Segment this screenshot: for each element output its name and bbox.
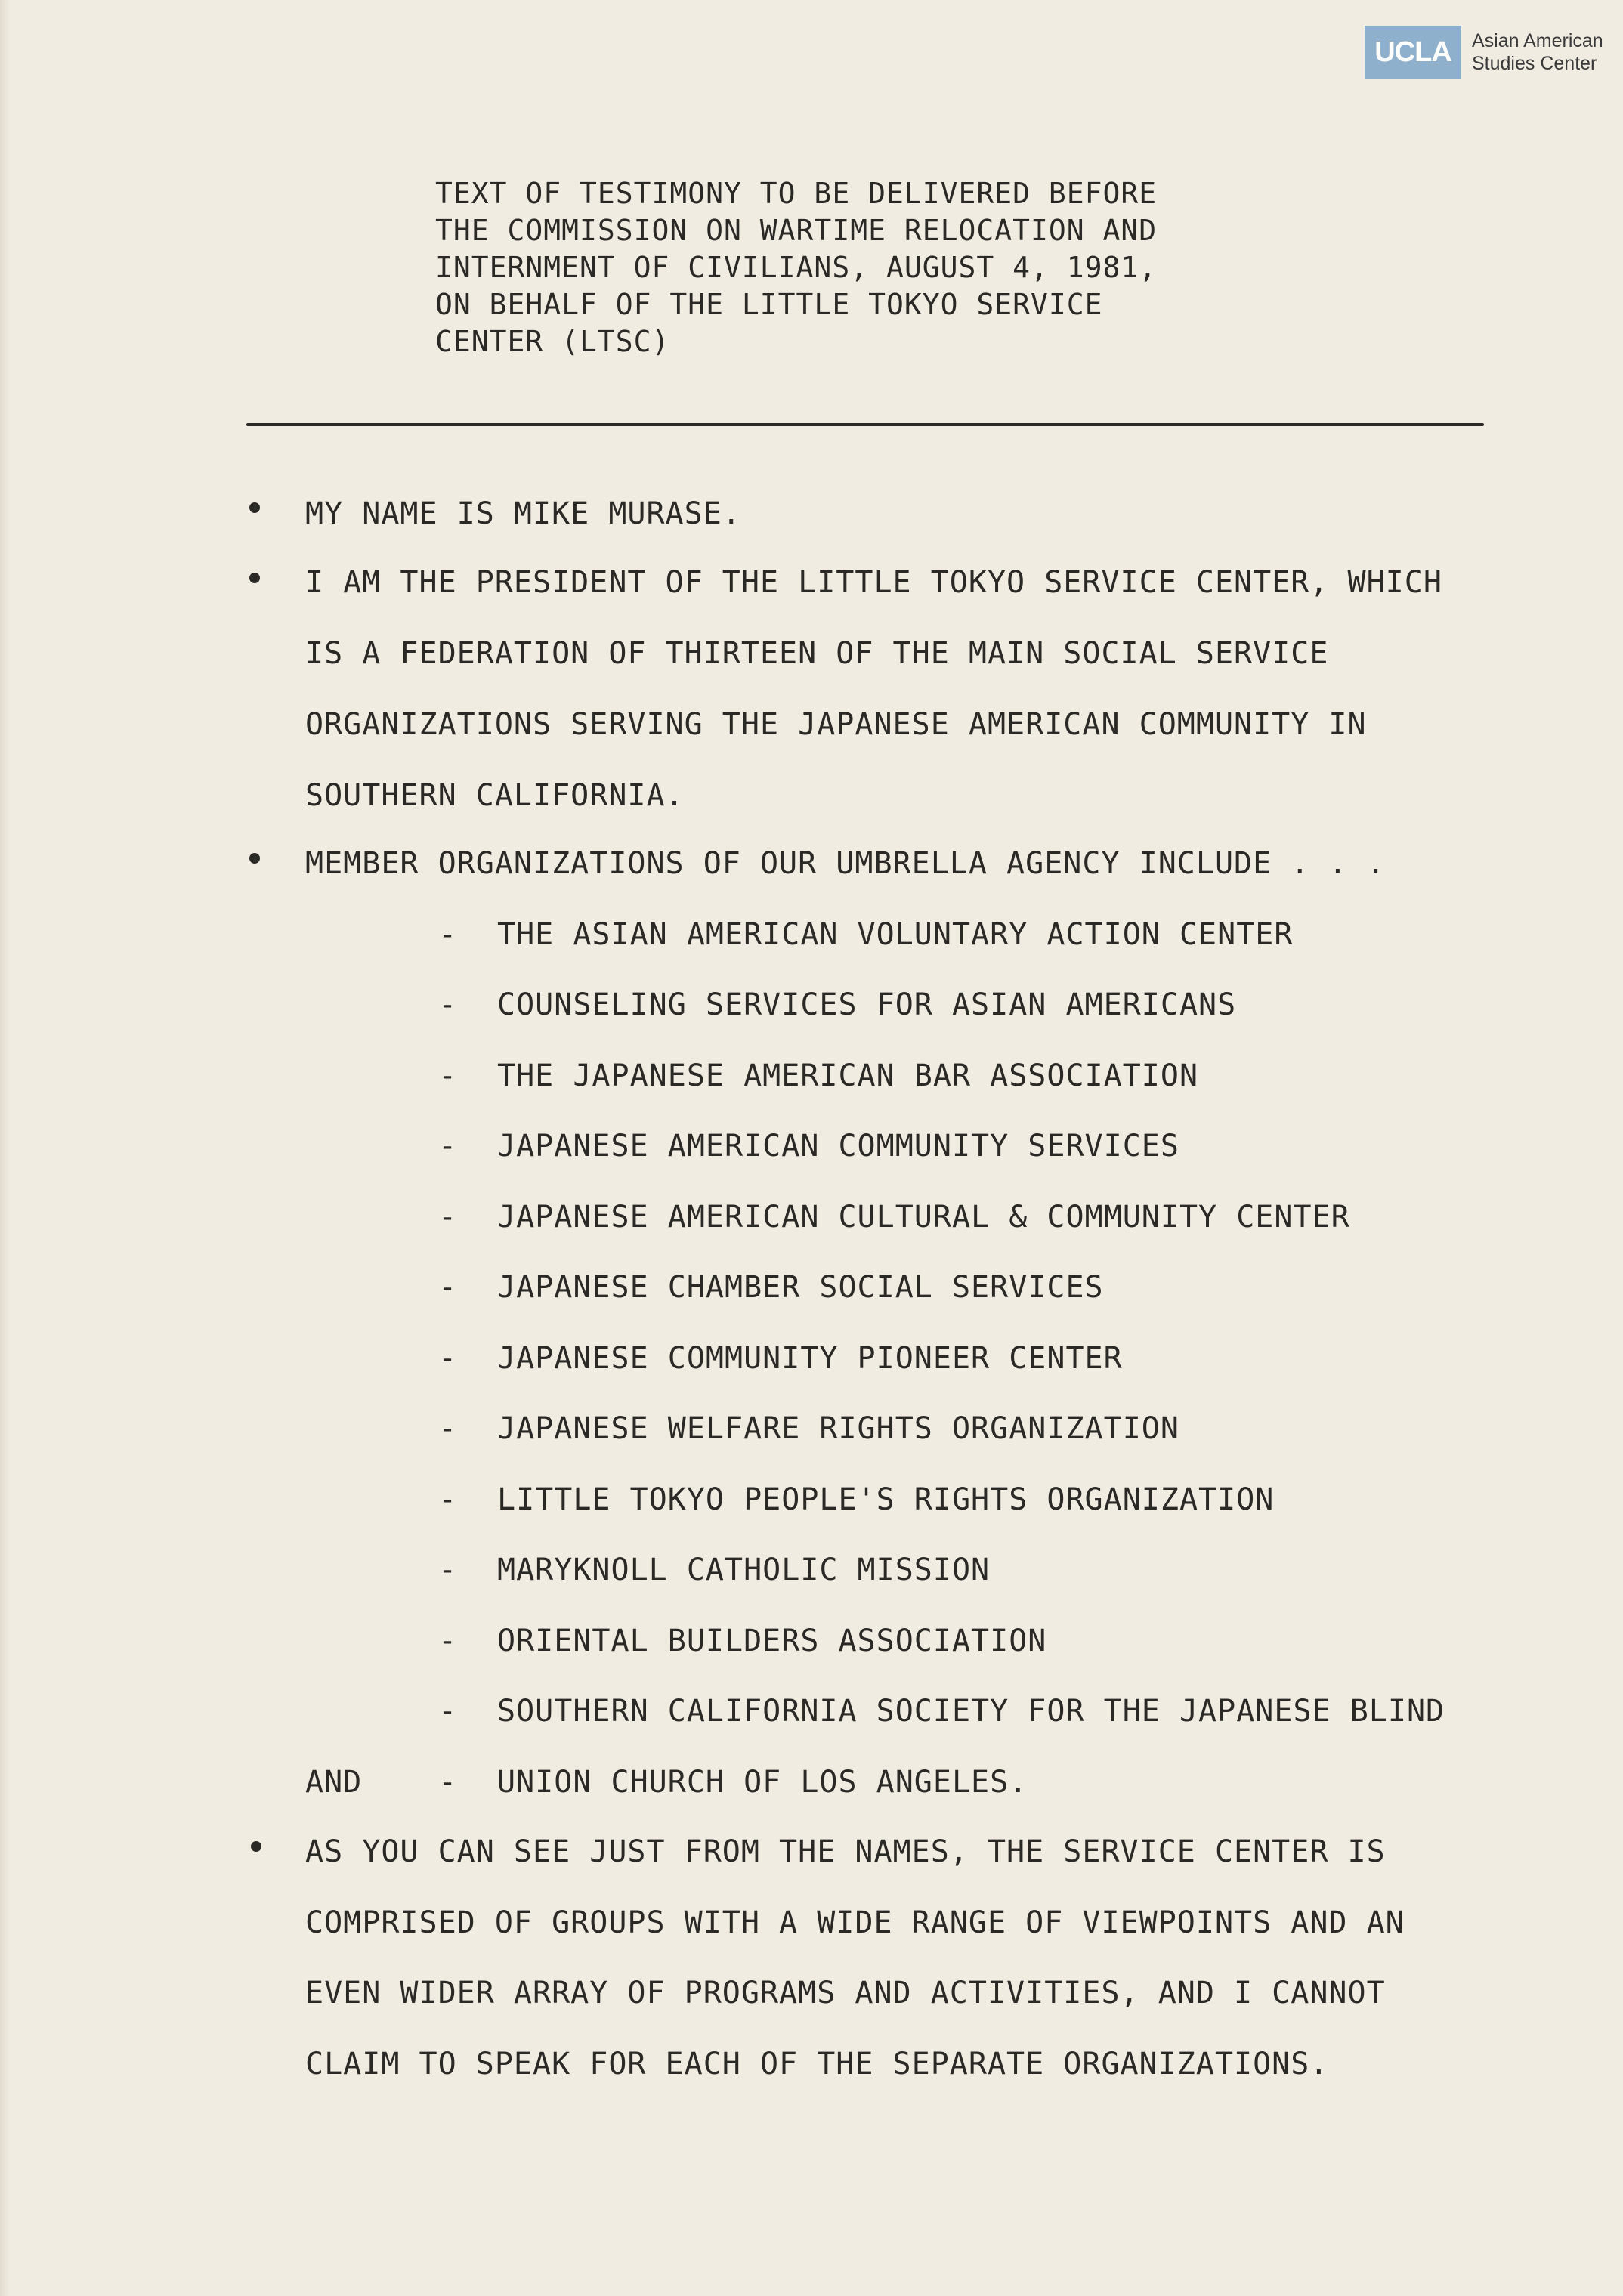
title-line: TEXT OF TESTIMONY TO BE DELIVERED BEFORE [435,177,1158,210]
document-title [435,175,1266,360]
paper-edge [0,0,11,2296]
list-item-text: JAPANESE WELFARE RIGHTS ORGANIZATION [497,1411,1179,1446]
list-dash: - [438,1058,458,1093]
list-item-text: JAPANESE AMERICAN CULTURAL & COMMUNITY CENTER [497,1200,1350,1235]
list-dash: - [438,1270,458,1305]
paragraph-line: COMPRISED OF GROUPS WITH A WIDE RANGE OF VIEWPOINTS AND AN [305,1905,1405,1940]
title-line: ON BEHALF OF THE LITTLE TOKYO SERVICE [435,288,1103,321]
list-item-text: JAPANESE CHAMBER SOCIAL SERVICES [497,1270,1104,1305]
paragraph-line: AS YOU CAN SEE JUST FROM THE NAMES, THE SERVICE CENTER IS [305,1834,1386,1869]
ucla-logo [1365,26,1603,79]
list-dash: - [438,1341,458,1376]
list-item-text: COUNSELING SERVICES FOR ASIAN AMERICANS [497,987,1237,1022]
bullet-icon [249,573,260,583]
bullet-icon [251,1841,261,1852]
list-item-text: SOUTHERN CALIFORNIA SOCIETY FOR THE JAPANESE BLIND [497,1694,1445,1729]
list-item-text: JAPANESE AMERICAN COMMUNITY SERVICES [497,1129,1179,1163]
list-item-text: UNION CHURCH OF LOS ANGELES. [497,1765,1028,1800]
horizontal-rule [246,423,1484,426]
paragraph-line: ORGANIZATIONS SERVING THE JAPANESE AMERICAN COMMUNITY IN [305,707,1367,742]
list-dash: - [438,1553,458,1587]
list-item-text: LITTLE TOKYO PEOPLE'S RIGHTS ORGANIZATION [497,1482,1275,1517]
list-dash: - [438,1482,458,1517]
list-dash: - [438,1411,458,1446]
paragraph-line: CLAIM TO SPEAK FOR EACH OF THE SEPARATE ORGANIZATIONS. [305,2047,1329,2081]
list-dash: - [438,1624,458,1658]
paragraph-line: I AM THE PRESIDENT OF THE LITTLE TOKYO SERVICE CENTER, WHICH [305,565,1442,600]
list-dash: - [438,1765,458,1800]
list-item-text: MARYKNOLL CATHOLIC MISSION [497,1553,991,1587]
and-label: AND [305,1765,363,1800]
bullet-icon [249,853,260,864]
paragraph-line: MY NAME IS MIKE MURASE. [305,496,741,531]
list-dash: - [438,1129,458,1163]
title-line: INTERNMENT OF CIVILIANS, AUGUST 4, 1981, [435,251,1158,284]
logo-line-1: Asian American [1472,30,1603,51]
list-item-text: THE JAPANESE AMERICAN BAR ASSOCIATION [497,1058,1199,1093]
list-dash: - [438,917,458,952]
list-item-text: ORIENTAL BUILDERS ASSOCIATION [497,1624,1047,1658]
logo-mark: UCLA [1365,26,1461,79]
logo-text [1472,29,1603,75]
paragraph-line: MEMBER ORGANIZATIONS OF OUR UMBRELLA AGENCY INCLUDE . . . [305,846,1386,881]
title-line: THE COMMISSION ON WARTIME RELOCATION AND [435,214,1158,247]
list-dash: - [438,1694,458,1729]
list-item-text: THE ASIAN AMERICAN VOLUNTARY ACTION CENTER [497,917,1294,952]
list-item-text: JAPANESE COMMUNITY PIONEER CENTER [497,1341,1123,1376]
bullet-icon [249,502,260,513]
paragraph-line: EVEN WIDER ARRAY OF PROGRAMS AND ACTIVITIES, AND I CANNOT [305,1976,1386,2010]
list-dash: - [438,987,458,1022]
title-line: CENTER (LTSC) [435,325,670,358]
paragraph-line: IS A FEDERATION OF THIRTEEN OF THE MAIN SOCIAL SERVICE [305,636,1329,671]
logo-line-2: Studies Center [1472,53,1597,74]
paragraph-line: SOUTHERN CALIFORNIA. [305,778,685,813]
list-dash: - [438,1200,458,1235]
